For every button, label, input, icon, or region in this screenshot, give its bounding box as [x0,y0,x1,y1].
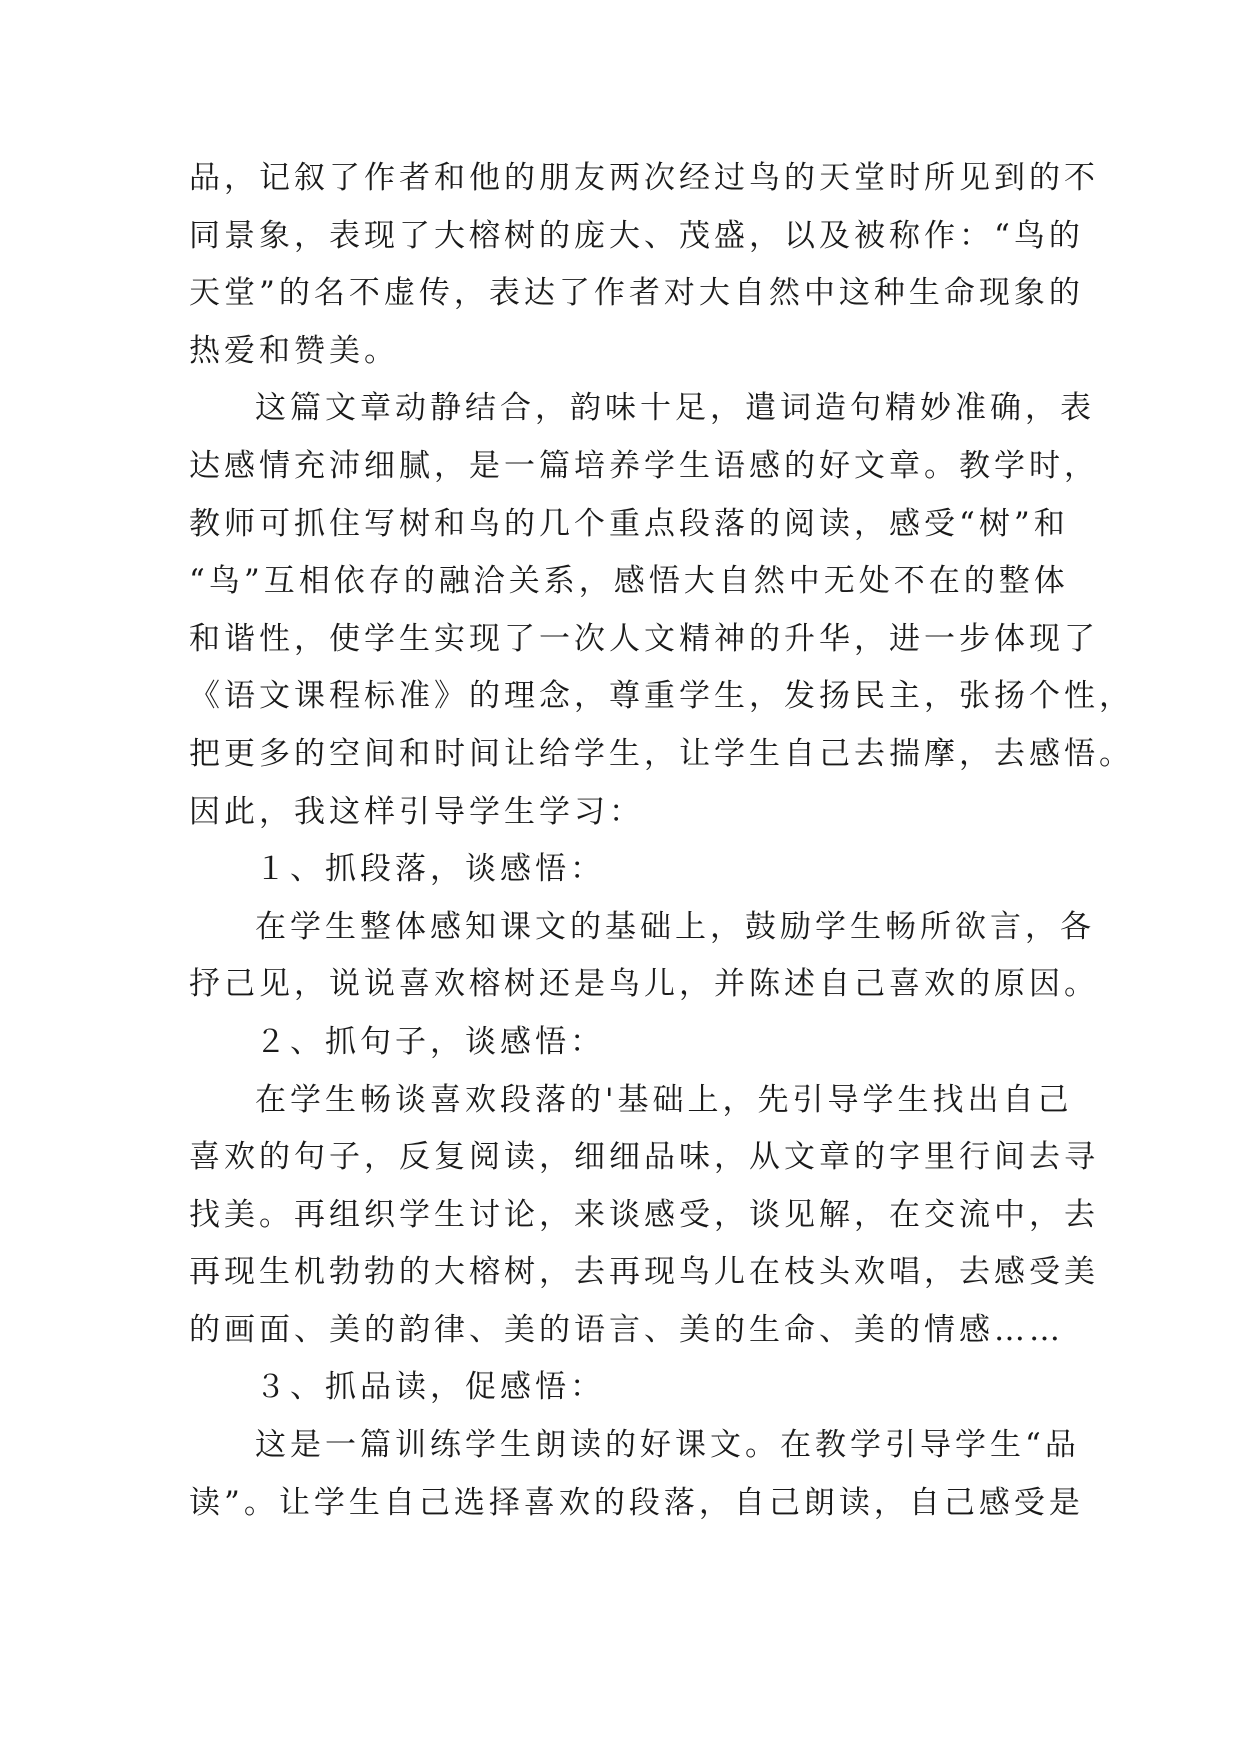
paragraph-start-line: 这是一篇训练学生朗读的好课文。在教学引导学生“品 [255,1427,1080,1464]
text-line: 天堂”的名不虚传，表达了作者对大自然中这种生命现象的 [189,275,1084,312]
paragraph-start-line: 这篇文章动静结合，韵味十足，遣词造句精妙准确，表 [255,390,1095,427]
text-line: 的画面、美的韵律、美的语言、美的生命、美的情感…… [189,1311,1064,1348]
text-line: 找美。再组织学生讨论，来谈感受，谈见解，在交流中，去 [189,1196,1099,1233]
section-heading: ３、抓品读，促感悟： [255,1369,605,1406]
document-body [189,150,1134,1532]
text-line: 把更多的空间和时间让给学生，让学生自己去揣摩，去感悟。 [189,735,1134,772]
section-heading: １、抓段落，谈感悟： [255,851,605,888]
text-line: 读”。让学生自己选择喜欢的段落，自己朗读，自己感受是 [189,1484,1084,1521]
text-line: 品，记叙了作者和他的朋友两次经过鸟的天堂时所见到的不 [189,160,1099,196]
text-line: 和谐性，使学生实现了一次人文精神的升华，进一步体现了 [189,620,1099,657]
text-line: 抒己见，说说喜欢榕树还是鸟儿，并陈述自己喜欢的原因。 [189,966,1099,1003]
section-heading: ２、抓句子，谈感悟： [255,1023,605,1060]
text-line: 达感情充沛细腻，是一篇培养学生语感的好文章。教学时， [189,447,1099,484]
text-line: 教师可抓住写树和鸟的几个重点段落的阅读，感受“树”和 [189,505,1069,542]
text-line: 热爱和赞美。 [189,332,399,369]
text-line: 因此，我这样引导学生学习： [189,793,644,830]
paragraph-start-line: 在学生整体感知课文的基础上，鼓励学生畅所欲言，各 [255,908,1095,945]
text-line: “鸟”互相依存的融洽关系，感悟大自然中无处不在的整体 [189,563,1069,600]
paragraph-start-line: 在学生畅谈喜欢段落的'基础上，先引导学生找出自己 [255,1081,1073,1118]
text-line: 喜欢的句子，反复阅读，细细品味，从文章的字里行间去寻 [189,1139,1099,1176]
text-line: 再现生机勃勃的大榕树，去再现鸟儿在枝头欢唱，去感受美 [189,1254,1099,1291]
text-line: 同景象，表现了大榕树的庞大、茂盛，以及被称作：“鸟的 [189,217,1084,254]
text-line: 《语文课程标准》的理念，尊重学生，发扬民主，张扬个性， [189,678,1134,715]
